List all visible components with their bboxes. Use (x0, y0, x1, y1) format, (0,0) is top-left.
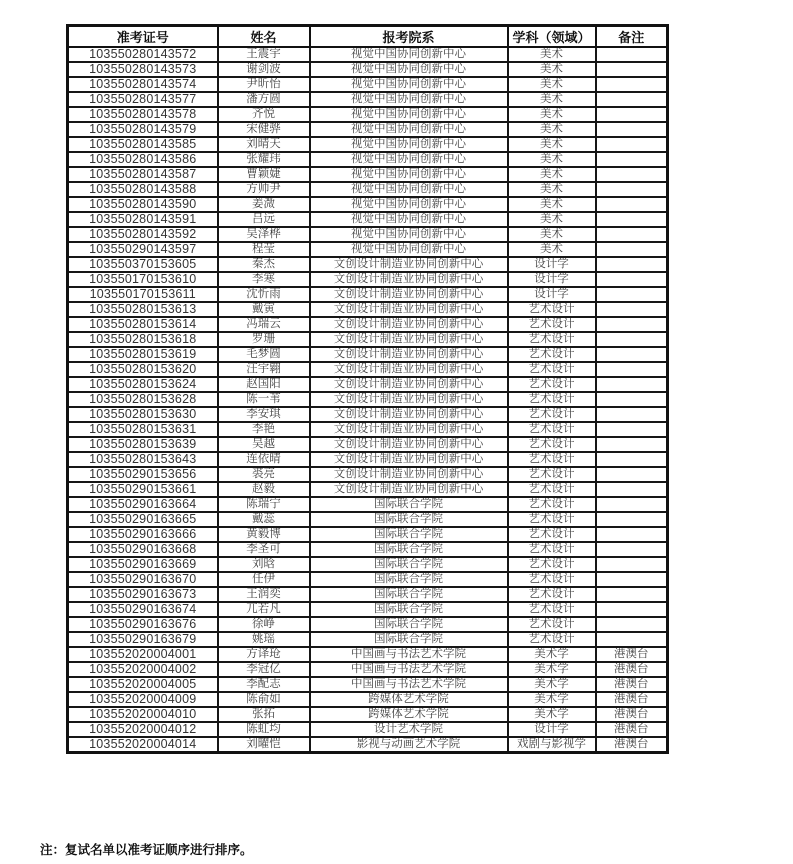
cell-department: 文创设计制造业协同创新中心 (310, 257, 508, 272)
cell-remarks (596, 347, 668, 362)
cell-remarks (596, 92, 668, 107)
cell-department: 国际联合学院 (310, 572, 508, 587)
cell-ticket-number: 103550280143586 (68, 152, 218, 167)
cell-ticket-number: 103550290163670 (68, 572, 218, 587)
table-row (68, 317, 668, 332)
cell-department: 国际联合学院 (310, 587, 508, 602)
cell-remarks: 港澳台 (596, 692, 668, 707)
cell-ticket-number: 103550280153624 (68, 377, 218, 392)
cell-department: 中国画与书法艺术学院 (310, 647, 508, 662)
cell-remarks (596, 212, 668, 227)
cell-remarks: 港澳台 (596, 707, 668, 722)
cell-department: 视觉中国协同创新中心 (310, 47, 508, 62)
cell-ticket-number: 103552020004001 (68, 647, 218, 662)
cell-remarks (596, 227, 668, 242)
table-row (68, 707, 668, 722)
cell-name: 陈俞如 (218, 692, 310, 707)
cell-name: 赵国阳 (218, 377, 310, 392)
cell-remarks: 港澳台 (596, 662, 668, 677)
cell-subject: 美术 (508, 77, 596, 92)
cell-subject: 美术 (508, 227, 596, 242)
cell-department: 视觉中国协同创新中心 (310, 92, 508, 107)
cell-subject: 美术学 (508, 677, 596, 692)
cell-department: 中国画与书法艺术学院 (310, 677, 508, 692)
cell-subject: 艺术设计 (508, 512, 596, 527)
cell-subject: 艺术设计 (508, 422, 596, 437)
cell-remarks (596, 632, 668, 647)
cell-remarks (596, 377, 668, 392)
cell-department: 视觉中国协同创新中心 (310, 152, 508, 167)
column-header-remarks: 备注 (596, 26, 668, 48)
table-row (68, 527, 668, 542)
cell-subject: 美术学 (508, 647, 596, 662)
cell-subject: 艺术设计 (508, 632, 596, 647)
cell-subject: 美术 (508, 182, 596, 197)
cell-department: 文创设计制造业协同创新中心 (310, 332, 508, 347)
cell-remarks (596, 542, 668, 557)
cell-name: 连依晴 (218, 452, 310, 467)
cell-subject: 艺术设计 (508, 527, 596, 542)
cell-subject: 设计学 (508, 287, 596, 302)
cell-department: 国际联合学院 (310, 617, 508, 632)
table-row (68, 482, 668, 497)
cell-department: 影视与动画艺术学院 (310, 737, 508, 753)
cell-subject: 艺术设计 (508, 362, 596, 377)
cell-department: 文创设计制造业协同创新中心 (310, 392, 508, 407)
table-row (68, 137, 668, 152)
table-row (68, 512, 668, 527)
cell-department: 视觉中国协同创新中心 (310, 227, 508, 242)
cell-name: 程莹 (218, 242, 310, 257)
cell-name: 陈瑞宁 (218, 497, 310, 512)
cell-ticket-number: 103550280143574 (68, 77, 218, 92)
cell-name: 刘晴天 (218, 137, 310, 152)
table-row (68, 122, 668, 137)
cell-subject: 艺术设计 (508, 587, 596, 602)
cell-ticket-number: 103550290163664 (68, 497, 218, 512)
column-header-subject: 学科（领域） (508, 26, 596, 48)
cell-ticket-number: 103552020004012 (68, 722, 218, 737)
cell-department: 文创设计制造业协同创新中心 (310, 422, 508, 437)
cell-name: 吕远 (218, 212, 310, 227)
cell-name: 冯瑞云 (218, 317, 310, 332)
cell-subject: 艺术设计 (508, 347, 596, 362)
cell-ticket-number: 103550280143590 (68, 197, 218, 212)
cell-ticket-number: 103550290163674 (68, 602, 218, 617)
cell-department: 国际联合学院 (310, 632, 508, 647)
cell-department: 视觉中国协同创新中心 (310, 107, 508, 122)
cell-ticket-number: 103550290153656 (68, 467, 218, 482)
cell-department: 设计艺术学院 (310, 722, 508, 737)
cell-subject: 美术 (508, 167, 596, 182)
column-header-name: 姓名 (218, 26, 310, 48)
cell-ticket-number: 103550280143592 (68, 227, 218, 242)
cell-name: 裘亮 (218, 467, 310, 482)
cell-name: 谢剑波 (218, 62, 310, 77)
cell-name: 李配志 (218, 677, 310, 692)
table-row (68, 182, 668, 197)
cell-remarks (596, 197, 668, 212)
cell-remarks (596, 47, 668, 62)
table-row (68, 422, 668, 437)
column-header-ticket-number: 准考证号 (68, 26, 218, 48)
cell-ticket-number: 103550290163665 (68, 512, 218, 527)
cell-subject: 艺术设计 (508, 332, 596, 347)
cell-department: 国际联合学院 (310, 542, 508, 557)
cell-subject: 艺术设计 (508, 467, 596, 482)
cell-remarks (596, 272, 668, 287)
cell-department: 文创设计制造业协同创新中心 (310, 407, 508, 422)
cell-name: 张拓 (218, 707, 310, 722)
admission-roster-table (66, 24, 669, 754)
table-row (68, 272, 668, 287)
cell-remarks (596, 452, 668, 467)
cell-ticket-number: 103550290153661 (68, 482, 218, 497)
cell-ticket-number: 103552020004014 (68, 737, 218, 753)
cell-ticket-number: 103550170153610 (68, 272, 218, 287)
cell-subject: 艺术设计 (508, 482, 596, 497)
table-row (68, 407, 668, 422)
cell-department: 跨媒体艺术学院 (310, 692, 508, 707)
cell-name: 李冠亿 (218, 662, 310, 677)
cell-name: 李安琪 (218, 407, 310, 422)
cell-department: 文创设计制造业协同创新中心 (310, 482, 508, 497)
table-row (68, 227, 668, 242)
cell-name: 吴越 (218, 437, 310, 452)
cell-ticket-number: 103550290163668 (68, 542, 218, 557)
cell-ticket-number: 103550280153614 (68, 317, 218, 332)
cell-name: 戴寅 (218, 302, 310, 317)
cell-name: 徐峥 (218, 617, 310, 632)
cell-ticket-number: 103550280153613 (68, 302, 218, 317)
cell-name: 毛梦圆 (218, 347, 310, 362)
table-row (68, 632, 668, 647)
table-row (68, 467, 668, 482)
cell-name: 方译玱 (218, 647, 310, 662)
cell-ticket-number: 103552020004009 (68, 692, 218, 707)
cell-ticket-number: 103550280153619 (68, 347, 218, 362)
cell-ticket-number: 103552020004010 (68, 707, 218, 722)
cell-subject: 美术学 (508, 707, 596, 722)
cell-ticket-number: 103550280143572 (68, 47, 218, 62)
table-row (68, 212, 668, 227)
cell-department: 视觉中国协同创新中心 (310, 242, 508, 257)
cell-remarks (596, 362, 668, 377)
cell-ticket-number: 103550290143597 (68, 242, 218, 257)
table-row (68, 377, 668, 392)
cell-name: 李寒 (218, 272, 310, 287)
cell-name: 黄毅博 (218, 527, 310, 542)
cell-department: 文创设计制造业协同创新中心 (310, 467, 508, 482)
cell-department: 跨媒体艺术学院 (310, 707, 508, 722)
table-row (68, 572, 668, 587)
cell-subject: 艺术设计 (508, 617, 596, 632)
table-row (68, 722, 668, 737)
cell-remarks: 港澳台 (596, 647, 668, 662)
cell-subject: 艺术设计 (508, 572, 596, 587)
cell-ticket-number: 103550280143579 (68, 122, 218, 137)
cell-department: 国际联合学院 (310, 527, 508, 542)
cell-department: 视觉中国协同创新中心 (310, 122, 508, 137)
table-row (68, 197, 668, 212)
cell-subject: 美术 (508, 197, 596, 212)
cell-ticket-number: 103550290163679 (68, 632, 218, 647)
table-row (68, 62, 668, 77)
cell-remarks (596, 617, 668, 632)
cell-name: 方帅尹 (218, 182, 310, 197)
cell-remarks (596, 407, 668, 422)
table-row (68, 47, 668, 62)
cell-subject: 艺术设计 (508, 542, 596, 557)
cell-ticket-number: 103550290163673 (68, 587, 218, 602)
cell-remarks (596, 137, 668, 152)
cell-department: 视觉中国协同创新中心 (310, 197, 508, 212)
cell-department: 视觉中国协同创新中心 (310, 167, 508, 182)
table-row (68, 557, 668, 572)
cell-subject: 美术 (508, 47, 596, 62)
table-row (68, 302, 668, 317)
cell-remarks (596, 482, 668, 497)
cell-name: 刘晗 (218, 557, 310, 572)
cell-ticket-number: 103550280143591 (68, 212, 218, 227)
table-header-row (68, 26, 668, 48)
table-row (68, 92, 668, 107)
cell-ticket-number: 103550280153631 (68, 422, 218, 437)
cell-name: 张耀玮 (218, 152, 310, 167)
table-row (68, 332, 668, 347)
cell-subject: 美术 (508, 212, 596, 227)
cell-remarks (596, 122, 668, 137)
cell-subject: 美术学 (508, 692, 596, 707)
table-row (68, 77, 668, 92)
cell-ticket-number: 103550280153620 (68, 362, 218, 377)
table-row (68, 602, 668, 617)
table-row (68, 452, 668, 467)
cell-remarks (596, 77, 668, 92)
cell-department: 文创设计制造业协同创新中心 (310, 437, 508, 452)
table-row (68, 647, 668, 662)
cell-remarks (596, 467, 668, 482)
cell-department: 中国画与书法艺术学院 (310, 662, 508, 677)
cell-name: 赵毅 (218, 482, 310, 497)
cell-ticket-number: 103550290163676 (68, 617, 218, 632)
cell-name: 姜溦 (218, 197, 310, 212)
cell-subject: 美术 (508, 137, 596, 152)
cell-subject: 美术 (508, 122, 596, 137)
cell-subject: 美术学 (508, 662, 596, 677)
cell-remarks (596, 512, 668, 527)
cell-remarks (596, 587, 668, 602)
cell-name: 吴泽桦 (218, 227, 310, 242)
cell-department: 文创设计制造业协同创新中心 (310, 452, 508, 467)
cell-department: 视觉中国协同创新中心 (310, 182, 508, 197)
cell-remarks (596, 257, 668, 272)
cell-subject: 艺术设计 (508, 302, 596, 317)
table-row (68, 257, 668, 272)
cell-subject: 艺术设计 (508, 557, 596, 572)
cell-name: 汪宇翱 (218, 362, 310, 377)
cell-subject: 美术 (508, 92, 596, 107)
cell-remarks (596, 62, 668, 77)
cell-subject: 艺术设计 (508, 452, 596, 467)
cell-remarks (596, 422, 668, 437)
cell-subject: 设计学 (508, 722, 596, 737)
cell-department: 视觉中国协同创新中心 (310, 62, 508, 77)
cell-remarks (596, 497, 668, 512)
cell-ticket-number: 103550280153628 (68, 392, 218, 407)
cell-ticket-number: 103552020004005 (68, 677, 218, 692)
cell-remarks (596, 152, 668, 167)
cell-subject: 艺术设计 (508, 497, 596, 512)
cell-department: 文创设计制造业协同创新中心 (310, 287, 508, 302)
cell-remarks (596, 182, 668, 197)
cell-ticket-number: 103550280153643 (68, 452, 218, 467)
table-row (68, 287, 668, 302)
cell-remarks (596, 437, 668, 452)
cell-remarks (596, 302, 668, 317)
cell-subject: 艺术设计 (508, 437, 596, 452)
cell-remarks (596, 332, 668, 347)
cell-remarks (596, 602, 668, 617)
table-row (68, 497, 668, 512)
cell-subject: 美术 (508, 152, 596, 167)
cell-name: 沈忻雨 (218, 287, 310, 302)
table-row (68, 662, 668, 677)
table-row (68, 587, 668, 602)
cell-remarks (596, 392, 668, 407)
cell-name: 罗珊 (218, 332, 310, 347)
column-header-department: 报考院系 (310, 26, 508, 48)
table-row (68, 692, 668, 707)
cell-name: 姚瑶 (218, 632, 310, 647)
cell-remarks (596, 317, 668, 332)
cell-name: 戴蕊 (218, 512, 310, 527)
footnote: 注：复试名单以准考证顺序进行排序。 (40, 843, 253, 857)
table-row (68, 362, 668, 377)
cell-ticket-number: 103550280143587 (68, 167, 218, 182)
cell-remarks (596, 527, 668, 542)
table-row (68, 737, 668, 753)
table-row (68, 152, 668, 167)
cell-ticket-number: 103550280143573 (68, 62, 218, 77)
table-row (68, 677, 668, 692)
cell-department: 文创设计制造业协同创新中心 (310, 272, 508, 287)
cell-subject: 美术 (508, 107, 596, 122)
cell-department: 视觉中国协同创新中心 (310, 137, 508, 152)
cell-name: 潘方圆 (218, 92, 310, 107)
cell-ticket-number: 103552020004002 (68, 662, 218, 677)
cell-ticket-number: 103550170153611 (68, 287, 218, 302)
cell-subject: 设计学 (508, 272, 596, 287)
table-row (68, 542, 668, 557)
cell-department: 国际联合学院 (310, 497, 508, 512)
cell-subject: 艺术设计 (508, 377, 596, 392)
cell-subject: 艺术设计 (508, 392, 596, 407)
cell-department: 文创设计制造业协同创新中心 (310, 302, 508, 317)
cell-department: 文创设计制造业协同创新中心 (310, 317, 508, 332)
cell-subject: 美术 (508, 62, 596, 77)
cell-ticket-number: 103550280143577 (68, 92, 218, 107)
table-row (68, 347, 668, 362)
cell-ticket-number: 103550370153605 (68, 257, 218, 272)
cell-name: 任伊 (218, 572, 310, 587)
cell-name: 齐悦 (218, 107, 310, 122)
cell-name: 曹颖婕 (218, 167, 310, 182)
cell-department: 视觉中国协同创新中心 (310, 212, 508, 227)
cell-remarks (596, 572, 668, 587)
cell-subject: 艺术设计 (508, 317, 596, 332)
cell-subject: 美术 (508, 242, 596, 257)
cell-ticket-number: 103550290163666 (68, 527, 218, 542)
cell-remarks: 港澳台 (596, 722, 668, 737)
table-row (68, 242, 668, 257)
cell-remarks (596, 287, 668, 302)
cell-name: 王震宇 (218, 47, 310, 62)
cell-department: 国际联合学院 (310, 557, 508, 572)
cell-department: 文创设计制造业协同创新中心 (310, 377, 508, 392)
cell-ticket-number: 103550280143578 (68, 107, 218, 122)
cell-department: 视觉中国协同创新中心 (310, 77, 508, 92)
cell-department: 国际联合学院 (310, 602, 508, 617)
cell-ticket-number: 103550280153618 (68, 332, 218, 347)
cell-subject: 戏剧与影视学 (508, 737, 596, 753)
cell-department: 文创设计制造业协同创新中心 (310, 362, 508, 377)
cell-name: 陈一苇 (218, 392, 310, 407)
cell-remarks (596, 242, 668, 257)
cell-remarks (596, 557, 668, 572)
cell-name: 秦杰 (218, 257, 310, 272)
cell-name: 王润奕 (218, 587, 310, 602)
cell-name: 兀若凡 (218, 602, 310, 617)
cell-ticket-number: 103550280153630 (68, 407, 218, 422)
cell-remarks: 港澳台 (596, 677, 668, 692)
cell-name: 刘曜恺 (218, 737, 310, 753)
cell-name: 陈虹均 (218, 722, 310, 737)
cell-ticket-number: 103550290163669 (68, 557, 218, 572)
cell-department: 国际联合学院 (310, 512, 508, 527)
cell-ticket-number: 103550280143588 (68, 182, 218, 197)
table-row (68, 617, 668, 632)
table-row (68, 107, 668, 122)
cell-name: 尹昕怡 (218, 77, 310, 92)
cell-ticket-number: 103550280153639 (68, 437, 218, 452)
cell-department: 文创设计制造业协同创新中心 (310, 347, 508, 362)
cell-ticket-number: 103550280143585 (68, 137, 218, 152)
cell-remarks: 港澳台 (596, 737, 668, 753)
cell-name: 李圣可 (218, 542, 310, 557)
cell-subject: 艺术设计 (508, 602, 596, 617)
table-row (68, 437, 668, 452)
cell-name: 宋健骅 (218, 122, 310, 137)
cell-subject: 设计学 (508, 257, 596, 272)
cell-name: 李艳 (218, 422, 310, 437)
cell-subject: 艺术设计 (508, 407, 596, 422)
cell-remarks (596, 167, 668, 182)
cell-remarks (596, 107, 668, 122)
table-row (68, 392, 668, 407)
table-row (68, 167, 668, 182)
